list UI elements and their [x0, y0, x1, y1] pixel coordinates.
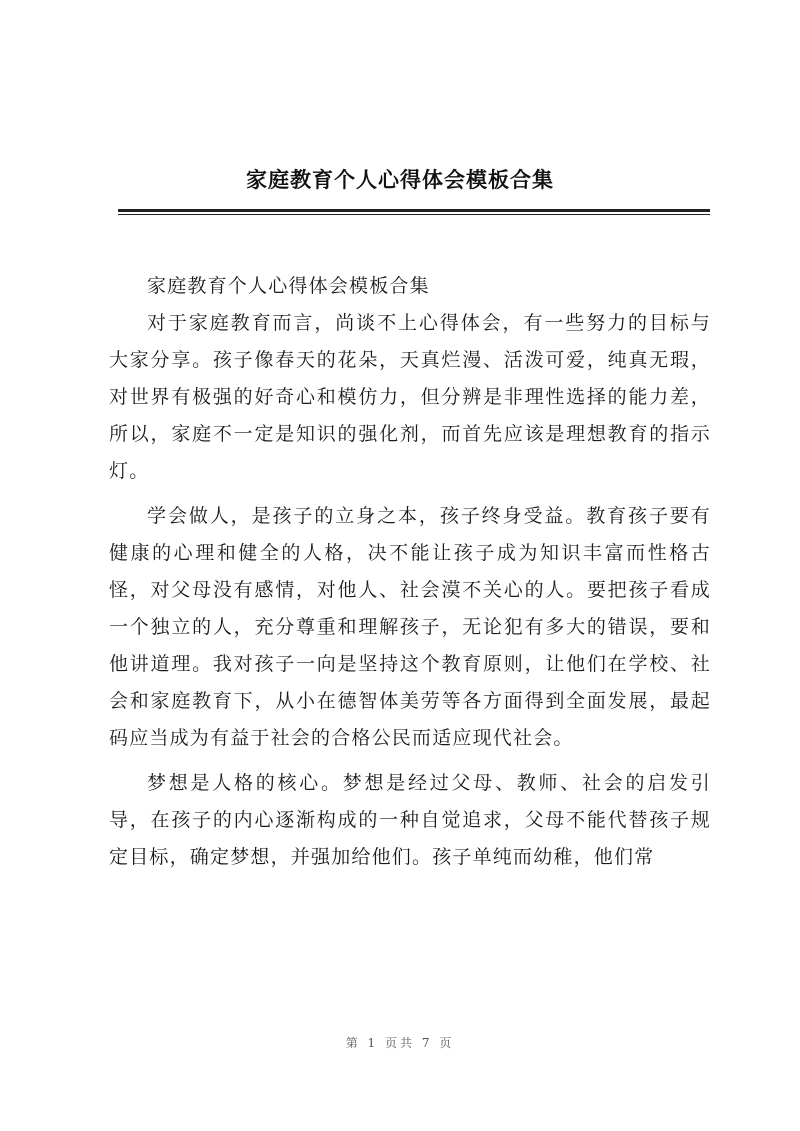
page-number-footer: 第 1 页共 7 页	[345, 1036, 455, 1050]
paragraph-3: 梦想是人格的核心。梦想是经过父母、教师、社会的启发引导，在孩子的内心逐渐构成的一种自觉追求，父母不能代替孩子规定目标，确定梦想，并强加给他们。孩子单纯而幼稚，他们常	[109, 772, 711, 868]
header-divider-thin	[118, 214, 710, 215]
paragraph-2: 学会做人，是孩子的立身之本，孩子终身受益。教育孩子要有健康的心理和健全的人格，决不能让孩子成为知识丰富而性格古怪，对父母没有感情，对他人、社会漠不关心的人。要把孩子看成一个独立的人，充分尊重和理解孩子，无论犯有多大的错误，要和他讲道理。我对孩子一向是坚持这个教育原则，让他们在学校、社会和家庭教育下，从小在德智体美劳等各方面得到全面发展，最起码应当成为有益于社会的合格公民而适应现代社会。	[109, 505, 711, 749]
paragraph-1: 对于家庭教育而言，尚谈不上心得体会，有一些努力的目标与大家分享。孩子像春天的花朵，天真烂漫、活泼可爱，纯真无瑕，对世界有极强的好奇心和模仿力，但分辨是非理性选择的能力差，所以，家庭不一定是知识的强化剂，而首先应该是理想教育的指示灯。	[109, 312, 711, 482]
document-header-title: 家庭教育个人心得体会模板合集	[246, 167, 554, 192]
body-heading: 家庭教育个人心得体会模板合集	[147, 275, 430, 297]
header-divider-thick	[118, 209, 710, 212]
document-body	[109, 268, 711, 876]
